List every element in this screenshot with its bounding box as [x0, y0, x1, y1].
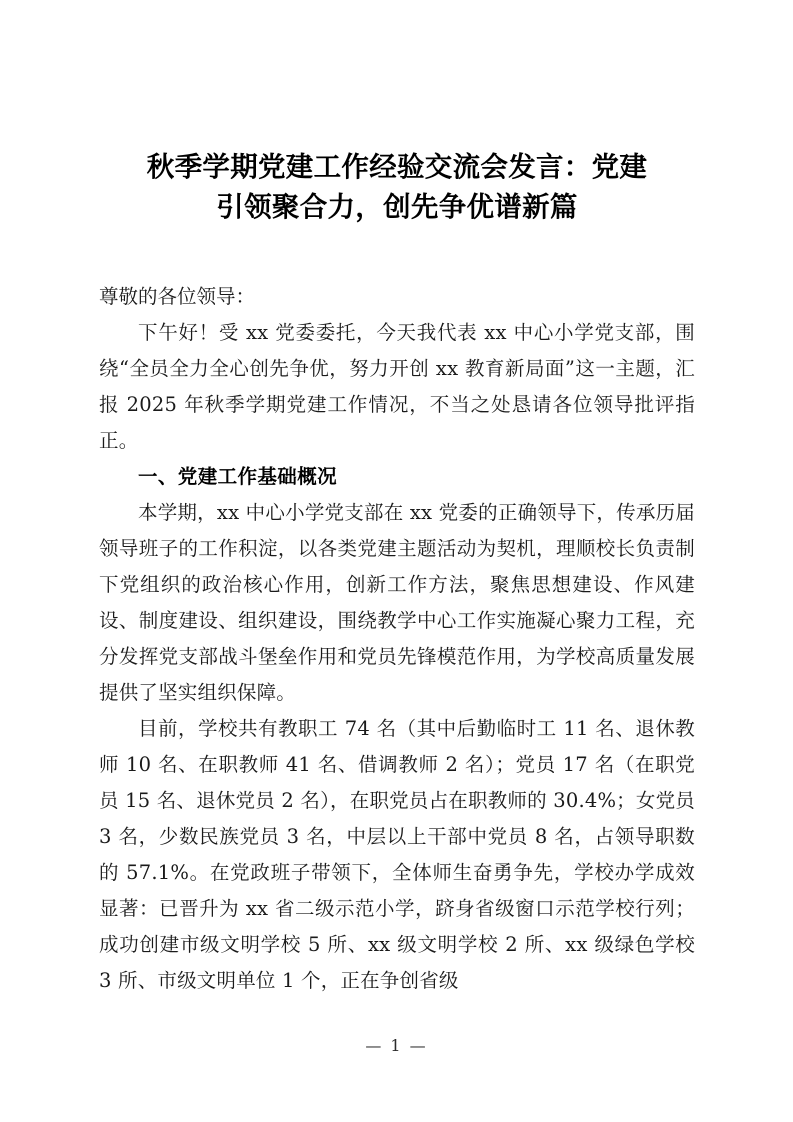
page-title: [99, 0, 695, 227]
paragraph-opening: 下午好！受 xx 党委委托，今天我代表 xx 中心小学党支部，围绕“全员全力全心创先争优，努力开创 xx 教育新局面”这一主题，汇报 2025 年秋季学期党建工作情况，不当之处恳请各位领导批评指正。: [99, 321, 695, 452]
page-number-footer: — 1 —: [365, 1036, 428, 1055]
section-heading-one: 一、党建工作基础概况: [138, 465, 338, 488]
paragraph-overview: 本学期，xx 中心小学党支部在 xx 党委的正确领导下，传承历届领导班子的工作积淀，以各类党建主题活动为契机，理顺校长负责制下党组织的政治核心作用，创新工作方法，聚焦思想建设、作风建设、制度建设、组织建设，围绕教学中心工作实施凝心聚力工程，充分发挥党支部战斗堡垒作用和党员先锋模范作用，为学校高质量发展提供了坚实组织保障。: [99, 501, 695, 704]
paragraph-statistics: 目前，学校共有教职工 74 名（其中后勤临时工 11 名、退休教师 10 名、在职教师 41 名、借调教师 2 名）；党员 17 名（在职党员 15 名、退休党员 2 名），在职党员占在职教师的 30.4%；女党员 3 名，少数民族党员 3 名，中层以上干部中党员 8 名，占领导职数的 57.1%。在党政班子带领下，全体师生奋勇争先，学校办学成效显著：已晋升为 xx 省二级示范小学，跻身省级窗口示范学校行列；成功创建市级文明学校 5 所、xx 级文明学校 2 所、xx 级绿色学校 3 所、市级文明单位 1 个，正在争创省级: [99, 717, 695, 992]
salutation: 尊敬的各位领导：: [99, 285, 256, 308]
page-title-line-1: 秋季学期党建工作经验交流会发言：党建: [146, 151, 648, 183]
page-title-line-2: 引领聚合力，创先争优谱新篇: [216, 191, 578, 223]
document-body: [99, 0, 695, 999]
